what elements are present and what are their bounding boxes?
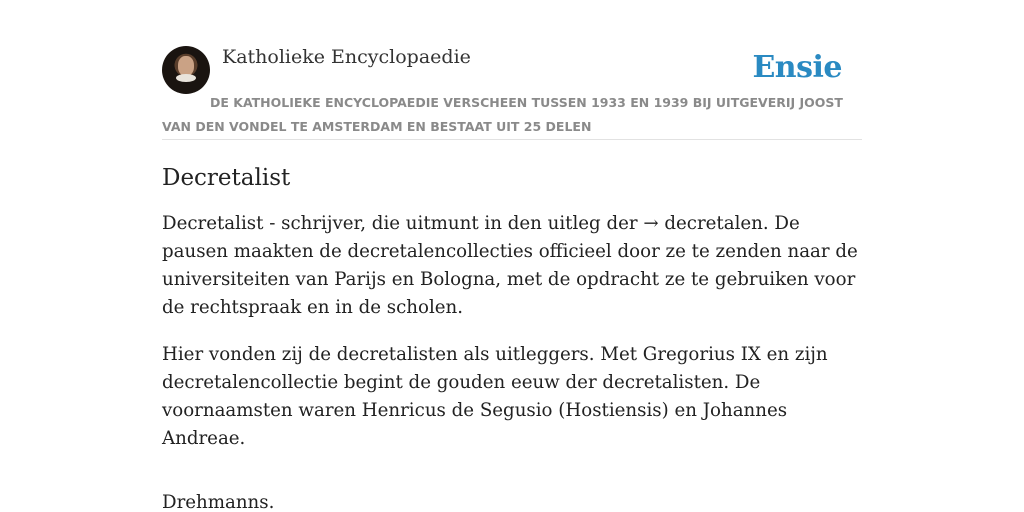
entry-author: Drehmanns. [162, 492, 275, 512]
encyclopedia-description: DE KATHOLIEKE ENCYCLOPAEDIE VERSCHEEN TUSSEN 1933 EN 1939 BIJ UITGEVERIJ JOOST VAN DEN VONDEL TE AMSTERDAM EN BESTAAT UIT 25 DELEN [162, 95, 843, 134]
entry-paragraph-1: Decretalist - schrijver, die uitmunt in den uitleg der → decretalen. De pausen maakten de decretalencollecties officieel door ze te zenden naar de universiteiten van Parijs en Bologna, met de opdracht ze te gebruiken voor de rechtspraak en in de scholen. [162, 213, 858, 318]
portrait-collar [176, 74, 196, 82]
portrait-face [178, 56, 194, 76]
entry-content [162, 160, 862, 512]
header [162, 44, 862, 140]
site-title[interactable]: Katholieke Encyclopaedie [222, 46, 471, 68]
entry-paragraph-2: Hier vonden zij de decretalisten als uitleggers. Met Gregorius IX en zijn decretalencollectie begint de gouden eeuw der decretalisten. De voornaamsten waren Henricus de Segusio (Hostiensis) en Johannes Andreae. [162, 344, 828, 449]
entry-title: Decretalist [162, 165, 291, 191]
encyclopedia-avatar[interactable] [162, 46, 210, 94]
ensie-logo[interactable]: Ensie [752, 50, 842, 85]
